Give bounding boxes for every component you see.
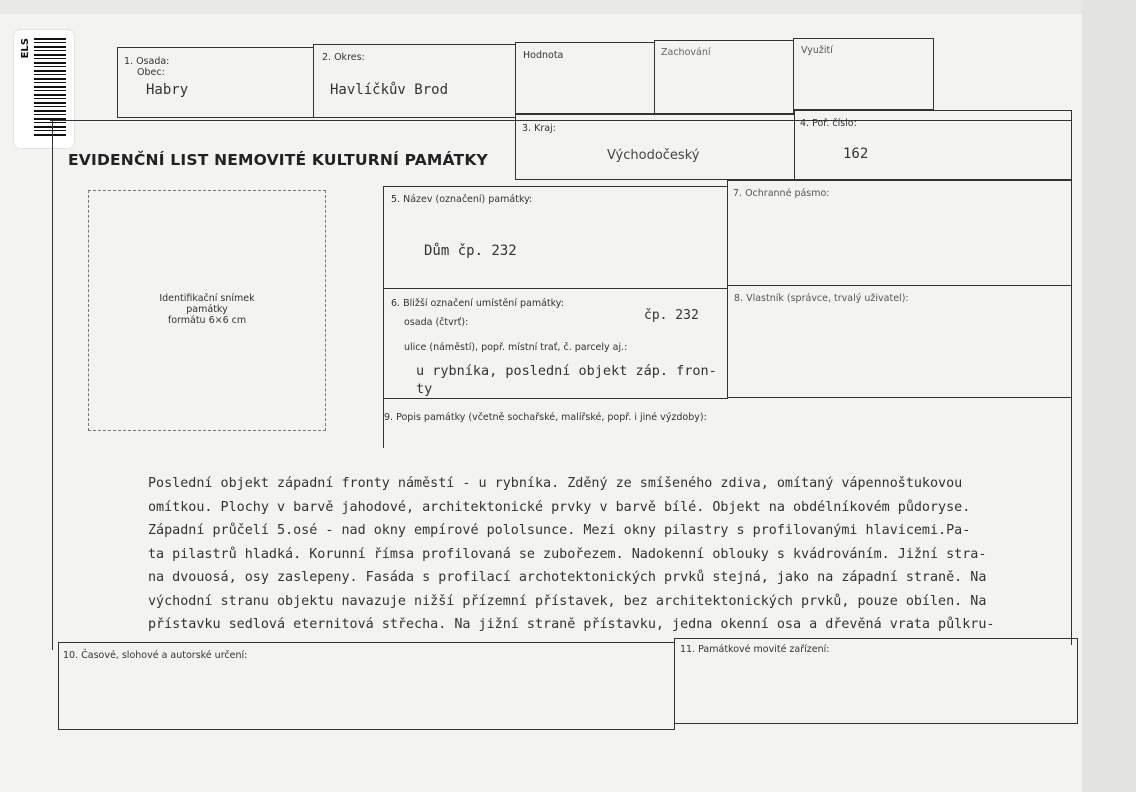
obec-label: Obec: <box>137 67 165 78</box>
vyuziti-label: Využití <box>801 45 833 56</box>
description-line: Poslední objekt západní fronty náměstí - u rybníka. Zděný ze smíšeného zdiva, omítaný vápennoštukovou <box>148 476 963 491</box>
kraj-label: 3. Kraj: <box>522 123 556 134</box>
description-line: Západní průčelí 5.osé - nad okny empírové pololsunce. Mezi okny pilastry s profilovanými hlavicemi.Pa- <box>148 523 971 538</box>
description-line: na dvouosá, osy zaslepeny. Fasáda s profilací archotektonických prvků stejná, jako na západní straně. Na <box>148 570 987 585</box>
osada-label: 1. Osada: <box>124 56 170 67</box>
movite-label: 11. Památkové movité zařízení: <box>680 644 830 655</box>
photo-placeholder <box>88 190 326 431</box>
description-line: východní stranu objektu navazuje nižší přízemní přístavek, bez architektonických prvků, pouze obílen. Na <box>148 593 987 609</box>
description-text <box>148 472 1048 637</box>
popis-label: 9. Popis památky (včetně sochařské, malířské, popř. i jiné výzdoby): <box>384 412 707 423</box>
kraj-value: Východočeský <box>607 148 700 163</box>
description-line: ta pilastrů hladká. Korunní římsa profilovaná se zubořezem. Nadokenní oblouky s kvádrováním. Jižní stra- <box>148 546 987 562</box>
ulice-value-line1: u rybníka, poslední objekt záp. fron- <box>416 363 717 379</box>
popis-divider <box>383 398 384 448</box>
page-title: EVIDENČNÍ LIST NEMOVITÉ KULTURNÍ PAMÁTKY <box>68 151 488 169</box>
barcode-icon <box>34 38 66 138</box>
photo-caption-line2: památky <box>186 304 228 315</box>
kraj-box <box>515 114 795 180</box>
description-line: přístavku sedlová eternitová střecha. Na jižní straně přístavku, jedna okenní osa a dřevěná vrata půlkru- <box>148 617 995 632</box>
zachovani-label: Zachování <box>661 47 711 58</box>
okres-value: Havlíčkův Brod <box>330 82 449 98</box>
cp-value: čp. 232 <box>644 308 699 323</box>
nazev-label: 5. Název (označení) památky: <box>391 194 533 205</box>
barcode-sticker <box>14 30 74 148</box>
ulice-label: ulice (náměstí), popř. místní trať, č. parcely aj.: <box>404 342 628 353</box>
nazev-value: Dům čp. 232 <box>424 243 517 259</box>
okres-label: 2. Okres: <box>322 52 365 63</box>
osada-ctvrt-label: osada (čtvrť): <box>404 317 469 328</box>
frame-left-line <box>52 120 53 650</box>
barcode-label: ELS <box>20 38 31 59</box>
por-cislo-value: 162 <box>843 146 869 162</box>
photo-caption-line3: formátu 6×6 cm <box>167 315 247 326</box>
osada-value: Habry <box>146 82 189 98</box>
casove-label: 10. Časové, slohové a autorské určení: <box>63 650 248 661</box>
ulice-value-line2: ty <box>416 381 433 397</box>
photo-caption <box>89 293 325 326</box>
vlastnik-label: 8. Vlastník (správce, trvalý uživatel): <box>734 293 909 304</box>
ochranne-label: 7. Ochranné pásmo: <box>733 188 830 199</box>
photo-caption-line1: Identifikační snímek <box>159 293 255 304</box>
por-cislo-label: 4. Poř. číslo: <box>800 118 857 129</box>
description-line: omítkou. Plochy v barvě jahodové, architektonické prvky v barvě bílé. Objekt na obdélníkovém půdoryse. <box>148 499 971 515</box>
blizsi-label: 6. Bližší označení umístění památky: <box>391 298 564 309</box>
hodnota-label: Hodnota <box>523 50 564 61</box>
